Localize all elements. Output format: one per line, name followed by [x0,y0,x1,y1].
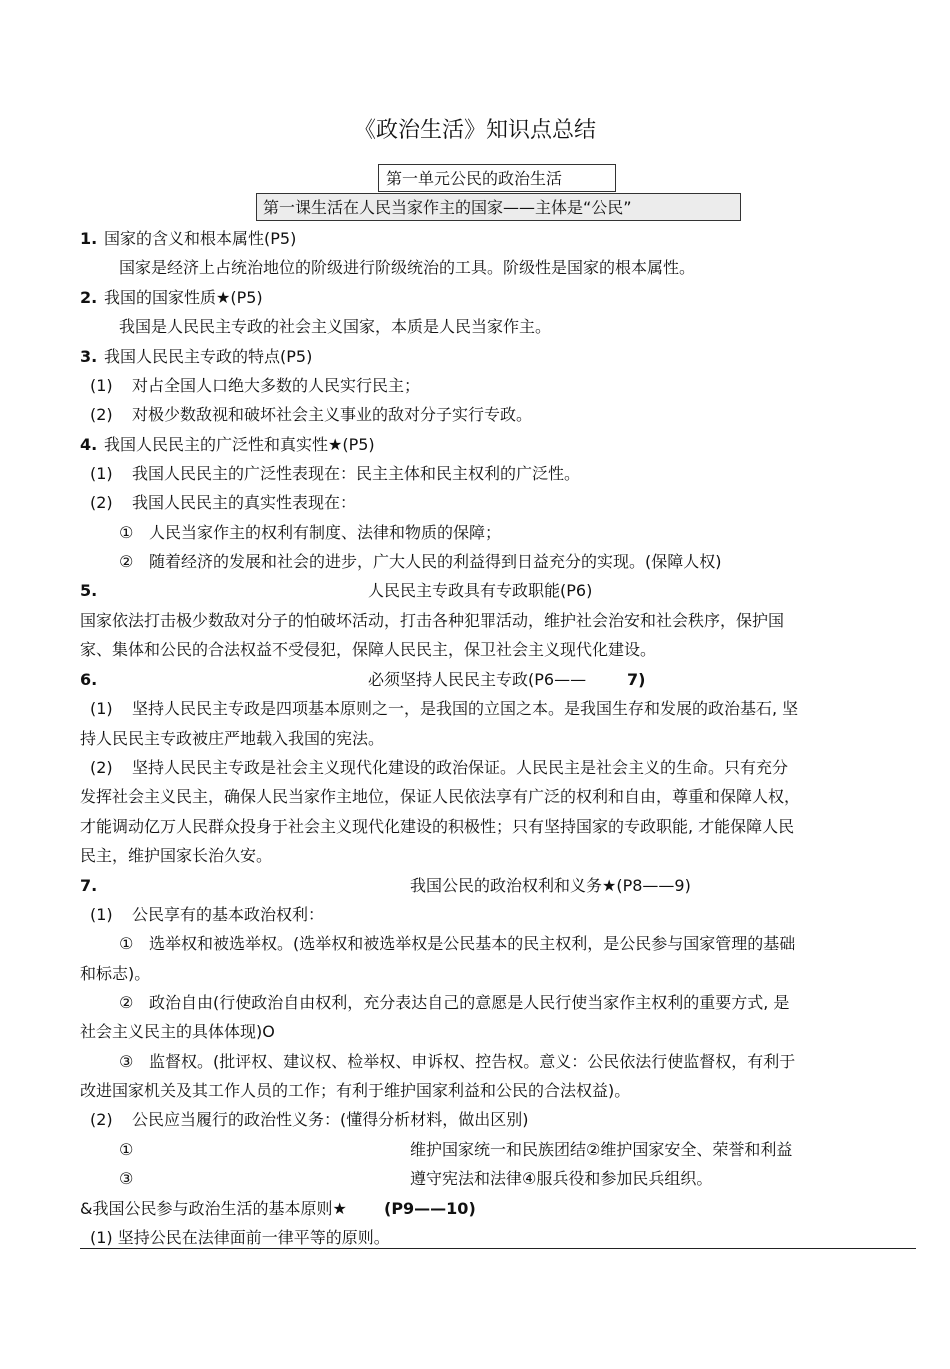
section-5-heading: 人民民主专政具有专政职能(P6) [368,581,593,600]
section-8-heading-a: &我国公民参与政治生活的基本原则★ [80,1199,347,1218]
section-1-number: 1. [80,229,98,248]
section-6-item-2-line-1: 坚持人民民主专政是社会主义现代化建设的政治保证。人民民主是社会主义的生命。只有充分 [132,758,789,777]
section-4-item-2-number: (2) [90,493,113,512]
section-3-heading: 我国人民民主专政的特点(P5) [104,347,313,366]
section-7-item-2: 公民应当履行的政治性义务：(懂得分析材料，做出区别) [132,1110,529,1129]
section-8-item-1: (1) 坚持公民在法律面前一律平等的原则。 [90,1228,390,1247]
section-7-right-2-number: ② [119,993,134,1012]
section-5-body-line-2: 家、集体和公民的合法权益不受侵犯，保障人民民主，保卫社会主义现代化建设。 [80,640,657,659]
section-7-heading: 我国公民的政治权利和义务★(P8——9) [410,876,691,895]
section-4-subitem-1: 人民当家作主的权利有制度、法律和物质的保障； [149,523,502,542]
bottom-rule [80,1248,916,1249]
section-3-number: 3. [80,347,98,366]
section-3-item-1-number: (1) [90,376,113,395]
section-6-item-1-number: (1) [90,699,113,718]
section-7-right-3-line-1: 监督权。(批评权、建议权、检举权、申诉权、控告权。意义：公民依法行使监督权，有利于 [149,1052,796,1071]
section-4-item-1-number: (1) [90,464,113,483]
section-7-duty-3-number: ③ [119,1169,134,1188]
section-8-heading-b: (P9——10) [384,1199,476,1218]
section-7-right-1-line-1: 选举权和被选举权。(选举权和被选举权是公民基本的民主权利，是公民参与国家管理的基础 [149,934,796,953]
section-7-right-1-number: ① [119,934,134,953]
section-5-number: 5. [80,581,98,600]
section-7-item-2-number: (2) [90,1110,113,1129]
section-6-item-1-line-2: 持人民民主专政被庄严地载入我国的宪法。 [80,729,385,748]
section-6-item-2-line-4: 民主，维护国家长治久安。 [80,846,273,865]
section-7-right-2-line-1: 政治自由(行使政治自由权利，充分表达自己的意愿是人民行使当家作主权利的重要方式, 是 [149,993,790,1012]
section-6-item-1-line-1: 坚持人民民主专政是四项基本原则之一，是我国的立国之本。是我国生存和发展的政治基石, 坚 [132,699,799,718]
section-7-duty-1-number: ① [119,1140,134,1159]
section-6-heading-b: 7) [627,670,646,689]
section-6-number: 6. [80,670,98,689]
document-title: 《政治生活》知识点总结 [353,118,596,143]
section-6-item-2-line-2: 发挥社会主义民主，确保人民当家作主地位，保证人民依法享有广泛的权利和自由，尊重和保障人权， [80,787,801,806]
section-4-number: 4. [80,435,98,454]
section-7-item-1-number: (1) [90,905,113,924]
section-7-item-1: 公民享有的基本政治权利： [132,905,325,924]
section-7-duty-3: 遵守宪法和法律④服兵役和参加民兵组织。 [410,1169,713,1188]
section-6-item-2-number: (2) [90,758,113,777]
section-4-subitem-2-number: ② [119,552,134,571]
section-7-right-1-line-2: 和标志)。 [80,964,151,983]
section-5-body-line-1: 国家依法打击极少数敌对分子的怕破坏活动，打击各种犯罪活动，维护社会治安和社会秩序，保护国 [80,611,785,630]
section-7-right-2-line-2: 社会主义民主的具体体现)O [80,1022,275,1041]
section-7-number: 7. [80,876,98,895]
section-2-body: 我国是人民民主专政的社会主义国家，本质是人民当家作主。 [119,317,552,336]
section-6-heading-a: 必须坚持人民民主专政(P6—— [368,670,587,689]
section-1-heading: 国家的含义和根本属性(P5) [104,229,297,248]
section-4-subitem-1-number: ① [119,523,134,542]
section-3-item-2-number: (2) [90,405,113,424]
unit-heading-box: 第一单元公民的政治生活 [378,164,616,192]
section-7-right-3-line-2: 改进国家机关及其工作人员的工作；有利于维护国家利益和公民的合法权益)。 [80,1081,631,1100]
lesson-heading-box: 第一课生活在人民当家作主的国家——主体是“公民” [256,193,741,221]
section-7-duty-1: 维护国家统一和民族团结②维护国家安全、荣誉和利益 [410,1140,793,1159]
section-2-heading: 我国的国家性质★(P5) [104,288,263,307]
section-7-right-3-number: ③ [119,1052,134,1071]
section-4-subitem-2: 随着经济的发展和社会的进步，广大人民的利益得到日益充分的实现。(保障人权) [149,552,722,571]
section-3-item-2: 对极少数敌视和破坏社会主义事业的敌对分子实行专政。 [132,405,533,424]
section-1-body: 国家是经济上占统治地位的阶级进行阶级统治的工具。阶级性是国家的根本属性。 [119,258,696,277]
section-6-item-2-line-3: 才能调动亿万人民群众投身于社会主义现代化建设的积极性；只有坚持国家的专政职能, 才能保障人民 [80,817,795,836]
section-2-number: 2. [80,288,98,307]
section-4-item-2: 我国人民民主的真实性表现在： [132,493,357,512]
section-3-item-1: 对占全国人口绝大多数的人民实行民主； [132,376,421,395]
section-4-heading: 我国人民民主的广泛性和真实性★(P5) [104,435,375,454]
section-4-item-1: 我国人民民主的广泛性表现在：民主主体和民主权利的广泛性。 [132,464,581,483]
